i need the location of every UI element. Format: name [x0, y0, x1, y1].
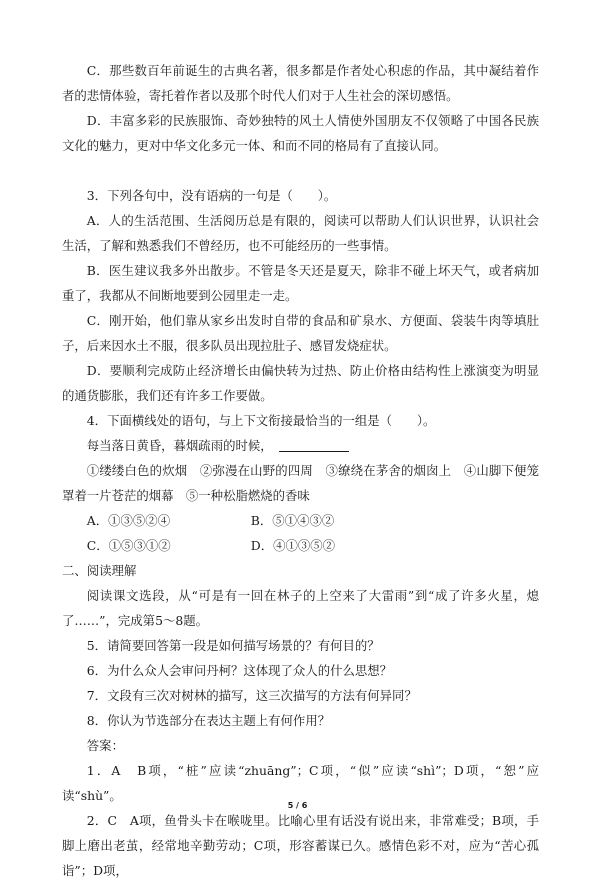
page-number: 5 / 6: [287, 801, 308, 810]
question-4-option-c: C．①⑤③①②: [86, 538, 171, 553]
question-4-lead-text: 每当落日黄昏，暮烟疏雨的时候，: [86, 438, 273, 453]
question-5: 5．请简要回答第一段是如何描写场景的？有何目的？: [86, 638, 380, 653]
answers-label: 答案：: [86, 738, 124, 753]
fill-blank-line: [279, 437, 349, 452]
question-3-option-a: A．人的生活范围、生活阅历总是有限的，阅读可以帮助人们认识世界，认识社会生活，了解和熟悉我们不曾经历，也不可能经历的一些事情。: [62, 213, 539, 253]
spacer: [62, 158, 539, 183]
document-body: [62, 58, 539, 883]
section-heading: 二、阅读理解: [62, 563, 137, 578]
question-3-option-d: D．要顺利完成防止经济增长由偏快转为过热、防止价格由结构性上涨演变为明显的通货膨胀，我们还有许多工作要做。: [62, 363, 539, 403]
question-4-items: ①缕缕白色的炊烟 ②弥漫在山野的四周 ③缭绕在茅舍的烟囱上 ④山脚下便笼罩着一片苍茫的烟幕 ⑤一种松脂燃烧的香味: [62, 463, 539, 503]
section-intro: 阅读课文选段，从“可是有一回在林子的上空来了大雷雨”到“成了许多火星，熄了……”，完成第5～8题。: [62, 588, 539, 628]
question-4-option-b: B．⑤①④③②: [250, 513, 335, 528]
question-7: 7．文段有三次对树林的描写，这三次描写的方法有何异同？: [86, 688, 417, 703]
question-4-options-row-2: [62, 533, 539, 558]
question-6: 6．为什么众人会审问丹柯？这体现了众人的什么思想？: [86, 663, 393, 678]
question-4-option-a: A．①③⑤②④: [86, 513, 171, 528]
question-4-lead: [62, 433, 539, 458]
question-3-option-b: B．医生建议我多外出散步。不管是冬天还是夏天，除非不碰上坏天气，或者病加重了，我都从不间断地要到公园里走一走。: [62, 263, 539, 303]
answer-2: 2．C A项，鱼骨头卡在喉咙里。比喻心里有话没有说出来，非常难受；B项，手脚上磨出老茧，经常地辛勤劳动；C项，形容蓄谋已久。感情色彩不对，应为“苦心孤诣”；D项，: [62, 813, 539, 878]
question-4-options-row-1: [62, 508, 539, 533]
option-paragraph: C．那些数百年前诞生的古典名著，很多都是作者处心积虑的作品，其中凝结着作者的悲情体验，寄托着作者以及那个时代人们对于人生社会的深切感悟。: [62, 63, 539, 103]
question-3-stem: 3．下列各句中，没有语病的一句是（ ）。: [86, 188, 337, 203]
question-4-stem: 4．下面横线处的语句，与上下文衔接最恰当的一组是（ ）。: [86, 413, 436, 428]
question-8: 8．你认为节选部分在表达主题上有何作用？: [86, 713, 331, 728]
question-3-option-c: C．刚开始，他们靠从家乡出发时自带的食品和矿泉水、方便面、袋装牛肉等填肚子，后来因水土不服，很多队员出现拉肚子、感冒发烧症状。: [62, 313, 539, 353]
question-4-option-d: D．④①③⑤②: [250, 538, 336, 553]
option-paragraph: D．丰富多彩的民族服饰、奇妙独特的风土人情使外国朋友不仅领略了中国各民族文化的魅力，更对中华文化多元一体、和而不同的格局有了直接认同。: [62, 113, 539, 153]
answer-1: 1．A B项，“桩”应读“zhuāng”；C项，“似”应读“shì”；D项，“恕”应读“shù”。: [62, 763, 539, 803]
